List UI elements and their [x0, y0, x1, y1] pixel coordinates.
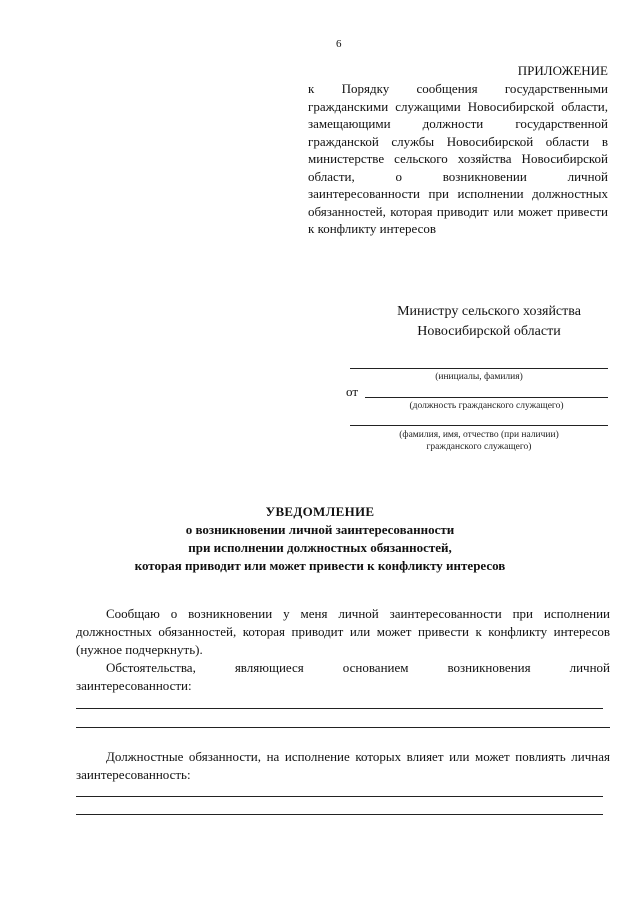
fullname-caption-line-1: (фамилия, имя, отчество (при наличии) — [399, 430, 559, 440]
notice-subtitle-1: о возникновении личной заинтересованности — [185, 522, 455, 537]
fullname-caption — [350, 429, 608, 453]
initials-caption: (инициалы, фамилия) — [435, 372, 523, 382]
paragraph-2-line-2: заинтересованности: — [76, 678, 192, 693]
circumstances-line-1[interactable] — [76, 708, 603, 709]
position-caption: (должность гражданского служащего) — [409, 401, 564, 411]
addressee-block — [345, 302, 633, 342]
appendix-text: к Порядку сообщения государственными гражданскими служащими Новосибирской области, замещающими должности государственной гражданской службы Новосибирской области в министерстве сельского хозяйства Новосибирской области, о возникновении личной заинтересованности при исполнении должностных обязанностей, которая приводит или может привести к конфликту интересов — [308, 81, 608, 236]
notice-title: УВЕДОМЛЕНИЕ — [265, 504, 375, 519]
notice-subtitle-3: которая приводит или может привести к конфликту интересов — [134, 558, 506, 573]
paragraph-2-line-1: Обстоятельства, являющиеся основанием возникновения личной — [106, 660, 610, 675]
addressee-line-1: Министру сельского хозяйства — [397, 304, 581, 319]
paragraph-3-text: Должностные обязанности, на исполнение которых влияет или может повлиять личная заинтересованность: — [76, 749, 610, 782]
from-label: от — [346, 384, 359, 399]
paragraph-3 — [76, 748, 610, 784]
duties-line-2[interactable] — [76, 814, 603, 815]
fullname-caption-line-2: гражданского служащего) — [426, 442, 532, 452]
appendix-title: ПРИЛОЖЕНИЕ — [517, 63, 608, 78]
circumstances-line-2[interactable] — [76, 727, 610, 728]
paragraph-1-text: Сообщаю о возникновении у меня личной заинтересованности при исполнении должностных обязанностей, которая приводит или может привести к конфликту интересов (нужное подчеркнуть). — [76, 606, 610, 657]
duties-line-1[interactable] — [76, 796, 603, 797]
initials-line[interactable] — [350, 368, 608, 369]
paragraph-2 — [76, 659, 610, 695]
fullname-line[interactable] — [350, 425, 608, 426]
notice-subtitle-2: при исполнении должностных обязанностей, — [188, 540, 452, 555]
page-number: 6 — [336, 38, 342, 50]
addressee-line-2: Новосибирской области — [417, 324, 561, 339]
paragraph-1 — [76, 605, 610, 659]
position-line[interactable] — [365, 397, 608, 398]
notice-heading — [80, 503, 560, 575]
